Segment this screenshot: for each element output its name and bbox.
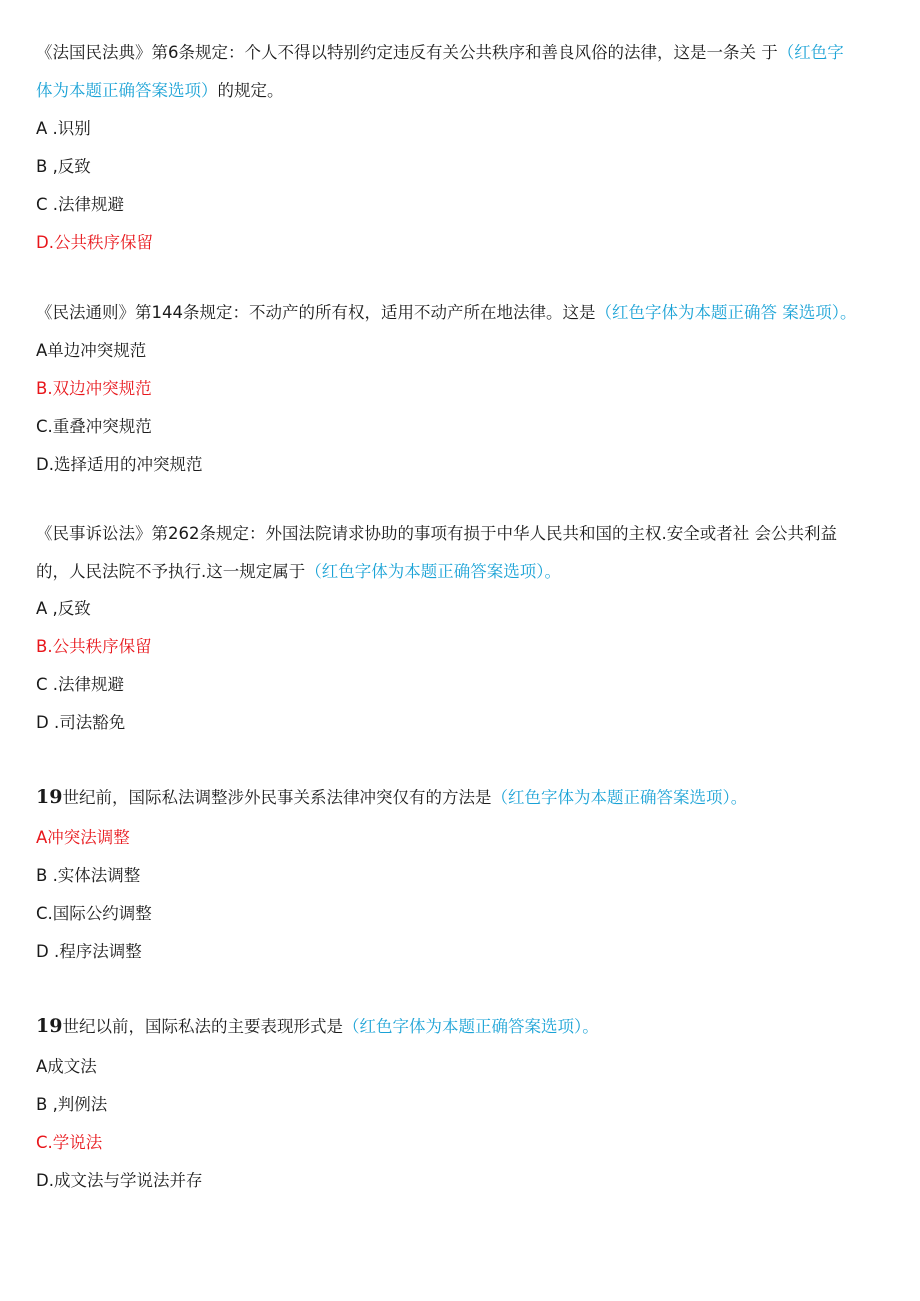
question-1-stem-line-1 (36, 42, 844, 64)
question-1-stem-line-2 (36, 80, 284, 102)
question-5-option-a: A成文法 (36, 1057, 97, 1076)
question-5-option-b: B ,判例法 (36, 1095, 108, 1114)
question-4-stem-text: 世纪前，国际私法调整涉外民事关系法律冲突仅有的方法是 (62, 788, 492, 807)
question-5-option-c-answer: C.学说法 (36, 1133, 103, 1152)
question-3-option-c: C .法律规避 (36, 675, 125, 694)
question-4-option-d: D .程序法调整 (36, 942, 142, 961)
question-4-option-a-answer: A冲突法调整 (36, 828, 130, 847)
question-2-stem-end: 。 (840, 303, 857, 322)
question-2-option-a: A单边冲突规范 (36, 341, 147, 360)
question-3-stem-line-1: 《民事诉讼法》第262条规定：外国法院请求协助的事项有损于中华人民共和国的主权.安全或者社 会公共利益 (36, 524, 837, 543)
question-2-option-d: D.选择适用的冲突规范 (36, 455, 203, 474)
question-1-stem-end: 的规定。 (217, 81, 284, 100)
question-5-hint: （红色字体为本题正确答案选项） (342, 1017, 583, 1036)
question-3-option-b-answer: B.公共秩序保留 (36, 637, 152, 656)
question-4-stem-line-1 (36, 786, 747, 809)
question-2-option-b-answer: B.双边冲突规范 (36, 379, 152, 398)
question-5-stem-text: 世纪以前，国际私法的主要表现形式是 (62, 1017, 343, 1036)
question-3-stem-text: 的，人民法院不予执行.这一规定属于 (36, 562, 306, 581)
question-4-hint: （红色字体为本题正确答案选项） (491, 788, 731, 807)
question-5-stem-end: 。 (582, 1017, 599, 1036)
question-3-option-a: A ,反致 (36, 599, 91, 618)
question-2-stem-text: 《民法通则》第144条规定：不动产的所有权，适用不动产所在地法律。这是 (36, 303, 596, 322)
question-1-hint-cont: 体为本题正确答案选项） (36, 81, 218, 100)
question-5-century-number: 19 (36, 1015, 63, 1037)
question-4-century-number: 19 (36, 786, 63, 808)
question-4-option-c: C.国际公约调整 (36, 904, 152, 923)
question-5-option-d: D.成文法与学说法并存 (36, 1171, 203, 1190)
question-2-stem-line-1 (36, 302, 857, 324)
question-1-option-c: C .法律规避 (36, 195, 125, 214)
question-1-hint: （红色字 (777, 43, 844, 62)
question-2-hint: （红色字体为本题正确答 案选项） (595, 303, 840, 322)
question-4-option-b: B .实体法调整 (36, 866, 141, 885)
question-3-stem-line-2 (36, 561, 561, 583)
question-1-option-d-answer: D.公共秩序保留 (36, 233, 153, 252)
question-2-option-c: C.重叠冲突规范 (36, 417, 152, 436)
question-4-stem-end: 。 (730, 788, 748, 807)
question-3-stem-end: 。 (544, 562, 561, 581)
question-3-hint: （红色字体为本题正确答案选项） (305, 562, 545, 581)
question-3-option-d: D .司法豁免 (36, 713, 126, 732)
question-1-stem-text: 《法国民法典》第6条规定：个人不得以特别约定违反有关公共秩序和善良风俗的法律，这是一条关 于 (36, 43, 778, 62)
question-1-option-a: A .识别 (36, 119, 91, 138)
question-5-stem-line-1 (36, 1015, 599, 1038)
question-1-option-b: B ,反致 (36, 157, 91, 176)
